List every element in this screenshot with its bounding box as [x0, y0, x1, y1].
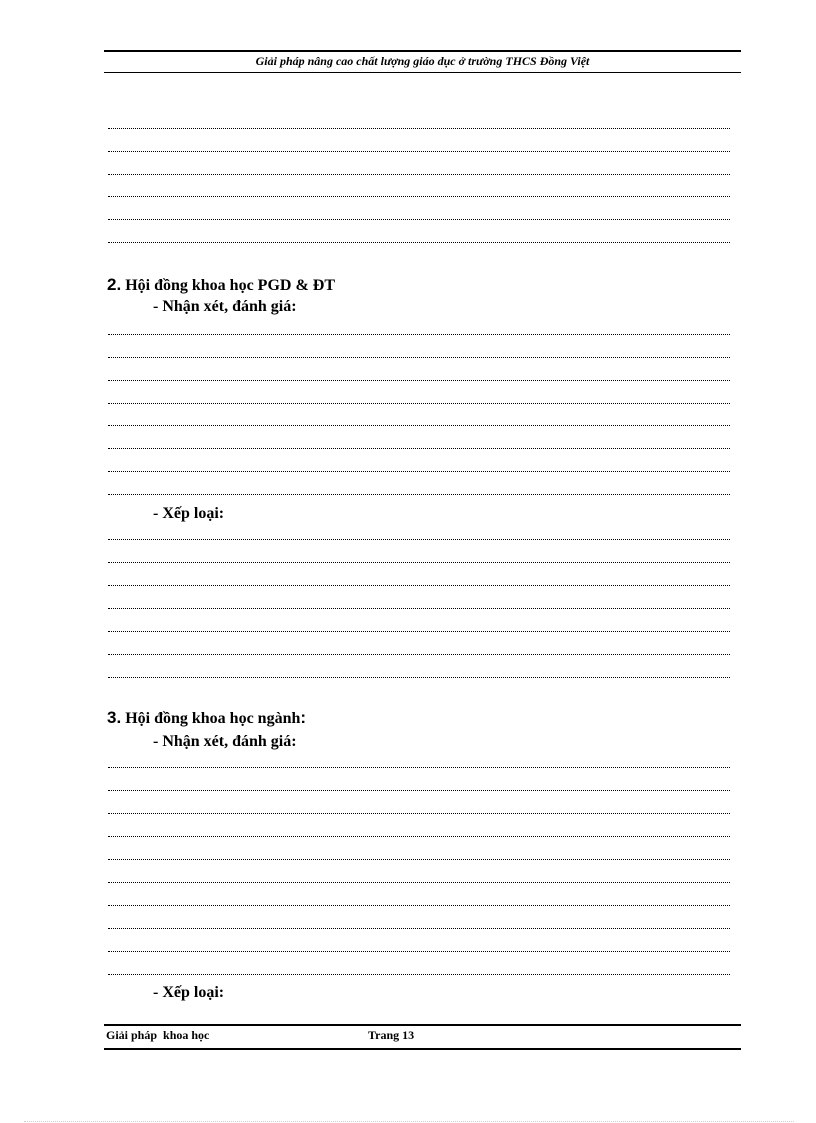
footer-rule-top — [104, 1024, 741, 1026]
section-3-rating-label: - Xếp loại: — [153, 984, 225, 1001]
section-3-colon: : — [300, 708, 307, 727]
dotted-line — [108, 151, 730, 152]
dotted-line — [108, 494, 730, 495]
dotted-line — [108, 882, 730, 883]
dotted-line — [108, 654, 730, 655]
dotted-line — [108, 448, 730, 449]
dotted-line — [108, 539, 730, 540]
section-2-rating-label: - Xếp loại: — [153, 505, 225, 522]
section-2-title — [107, 275, 335, 295]
dotted-line — [108, 951, 730, 952]
dotted-line — [108, 174, 730, 175]
dotted-line — [108, 608, 730, 609]
dotted-line — [108, 767, 730, 768]
dotted-line — [108, 471, 730, 472]
dotted-line — [108, 631, 730, 632]
dotted-line — [108, 905, 730, 906]
page-number: Trang 13 — [368, 1028, 415, 1042]
section-3-title — [107, 708, 306, 728]
section-2-comment-label: - Nhận xét, đánh giá: — [153, 298, 297, 315]
dotted-line — [108, 813, 730, 814]
page-edge-border — [24, 1121, 794, 1122]
dotted-line — [108, 859, 730, 860]
dotted-line — [108, 196, 730, 197]
section-3-heading: Hội đồng khoa học ngành — [125, 710, 301, 727]
section-3-comment-label: - Nhận xét, đánh giá: — [153, 733, 297, 750]
dotted-line — [108, 425, 730, 426]
section-2-number: 2. — [107, 275, 122, 294]
dotted-line — [108, 928, 730, 929]
header-rule-bottom — [104, 72, 741, 73]
dotted-line — [108, 357, 730, 358]
footer-left-text: Giải pháp khoa học — [106, 1028, 210, 1042]
dotted-line — [108, 974, 730, 975]
dotted-line — [108, 677, 730, 678]
header-rule-top — [104, 50, 741, 52]
section-3-number: 3. — [107, 708, 122, 727]
dotted-line — [108, 836, 730, 837]
dotted-line — [108, 334, 730, 335]
footer-rule-bottom — [104, 1048, 741, 1050]
dotted-line — [108, 128, 730, 129]
dotted-line — [108, 403, 730, 404]
header-title: Giải pháp nâng cao chất lượng giáo dục ở trường THCS Đồng Việt — [255, 54, 590, 68]
dotted-line — [108, 242, 730, 243]
dotted-line — [108, 219, 730, 220]
section-2-heading: Hội đồng khoa học PGD & ĐT — [125, 277, 335, 294]
dotted-line — [108, 562, 730, 563]
dotted-line — [108, 790, 730, 791]
dotted-line — [108, 380, 730, 381]
dotted-line — [108, 585, 730, 586]
